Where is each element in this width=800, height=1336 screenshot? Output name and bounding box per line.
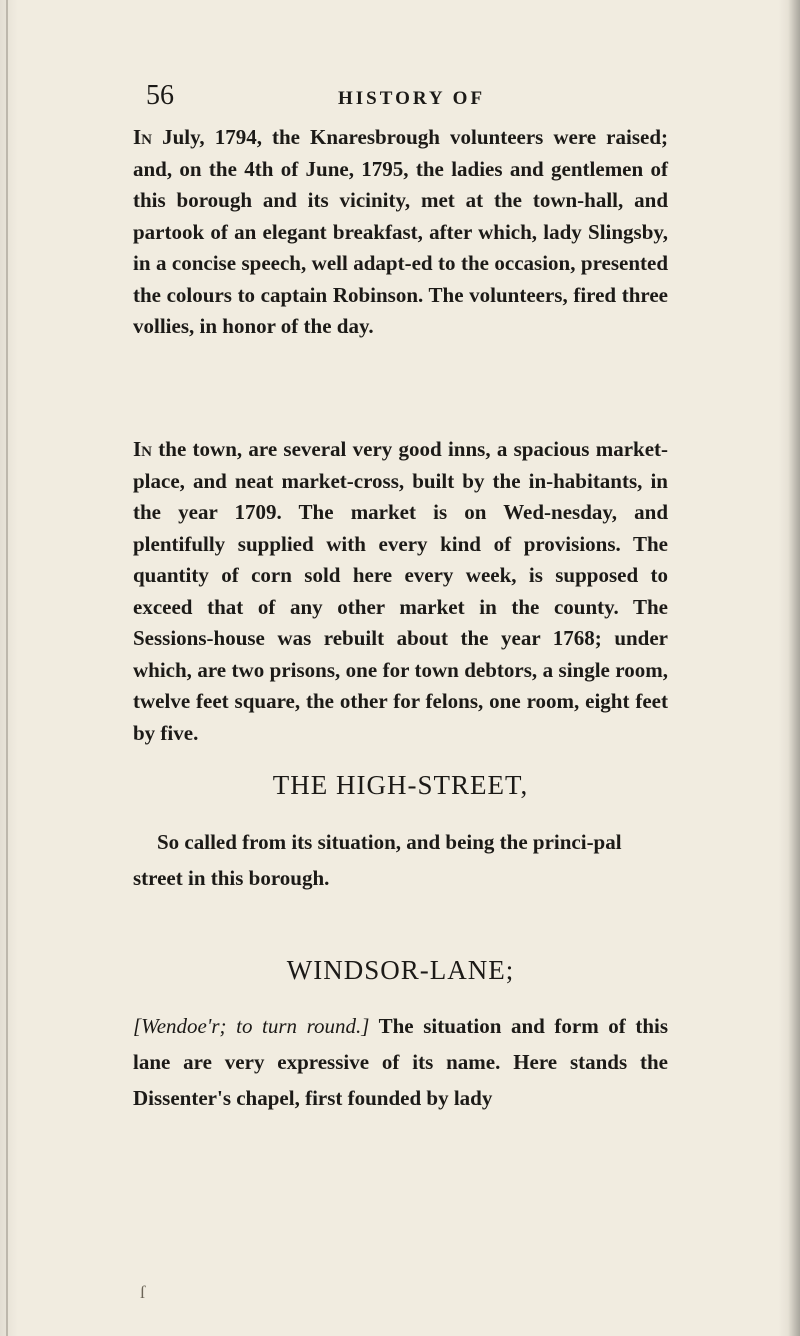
paragraph-high-street: So called from its situation, and being the princi-pal street in this borough.	[133, 830, 622, 890]
ink-mark: ſ	[140, 1282, 146, 1302]
section-heading-windsor-lane: WINDSOR-LANE;	[286, 955, 515, 985]
paragraph-lead-word: In	[133, 437, 153, 461]
paragraph-text: The situation and form of this lane are very expressive of its name. Here stands the Dissenter's chapel, first founded by lady	[133, 1014, 669, 1110]
paragraph-volunteers	[133, 122, 668, 343]
paragraph-town-description	[133, 434, 668, 749]
paragraph-lead-word: In	[133, 125, 153, 149]
page-edge-shadow	[788, 0, 800, 1336]
page-number: 56	[146, 80, 174, 111]
page-gutter-line	[6, 0, 8, 1336]
paragraph-text: July, 1794, the Knaresbrough volunteers were raised; and, on the 4th of June, 1795, the ladies and gentlemen of this borough and its vicinity, met at the town-hall, and partook of an elegant breakfast, after which, lady Slingsby, in a concise speech, well adapt-ed to the occasion, presented the colours to captain Robinson. The volunteers, fired three vollies, in honor of the day.	[133, 125, 668, 338]
running-head: HISTORY OF	[338, 88, 486, 109]
etymology-note: [Wendoe'r; to turn round.]	[133, 1014, 370, 1038]
section-heading-high-street: THE HIGH-STREET,	[272, 770, 529, 800]
paragraph-windsor-lane	[133, 1008, 668, 1116]
paragraph-text: the town, are several very good inns, a spacious market-place, and neat market-cross, built by the in-habitants, in the year 1709. The market is on Wed-nesday, and plentifully supplied with every kind of provisions. The quantity of corn sold here every week, is supposed to exceed that of any other market in the county. The Sessions-house was rebuilt about the year 1768; under which, are two prisons, one for town debtors, a single room, twelve feet square, the other for felons, one room, eight feet by five.	[133, 437, 668, 745]
